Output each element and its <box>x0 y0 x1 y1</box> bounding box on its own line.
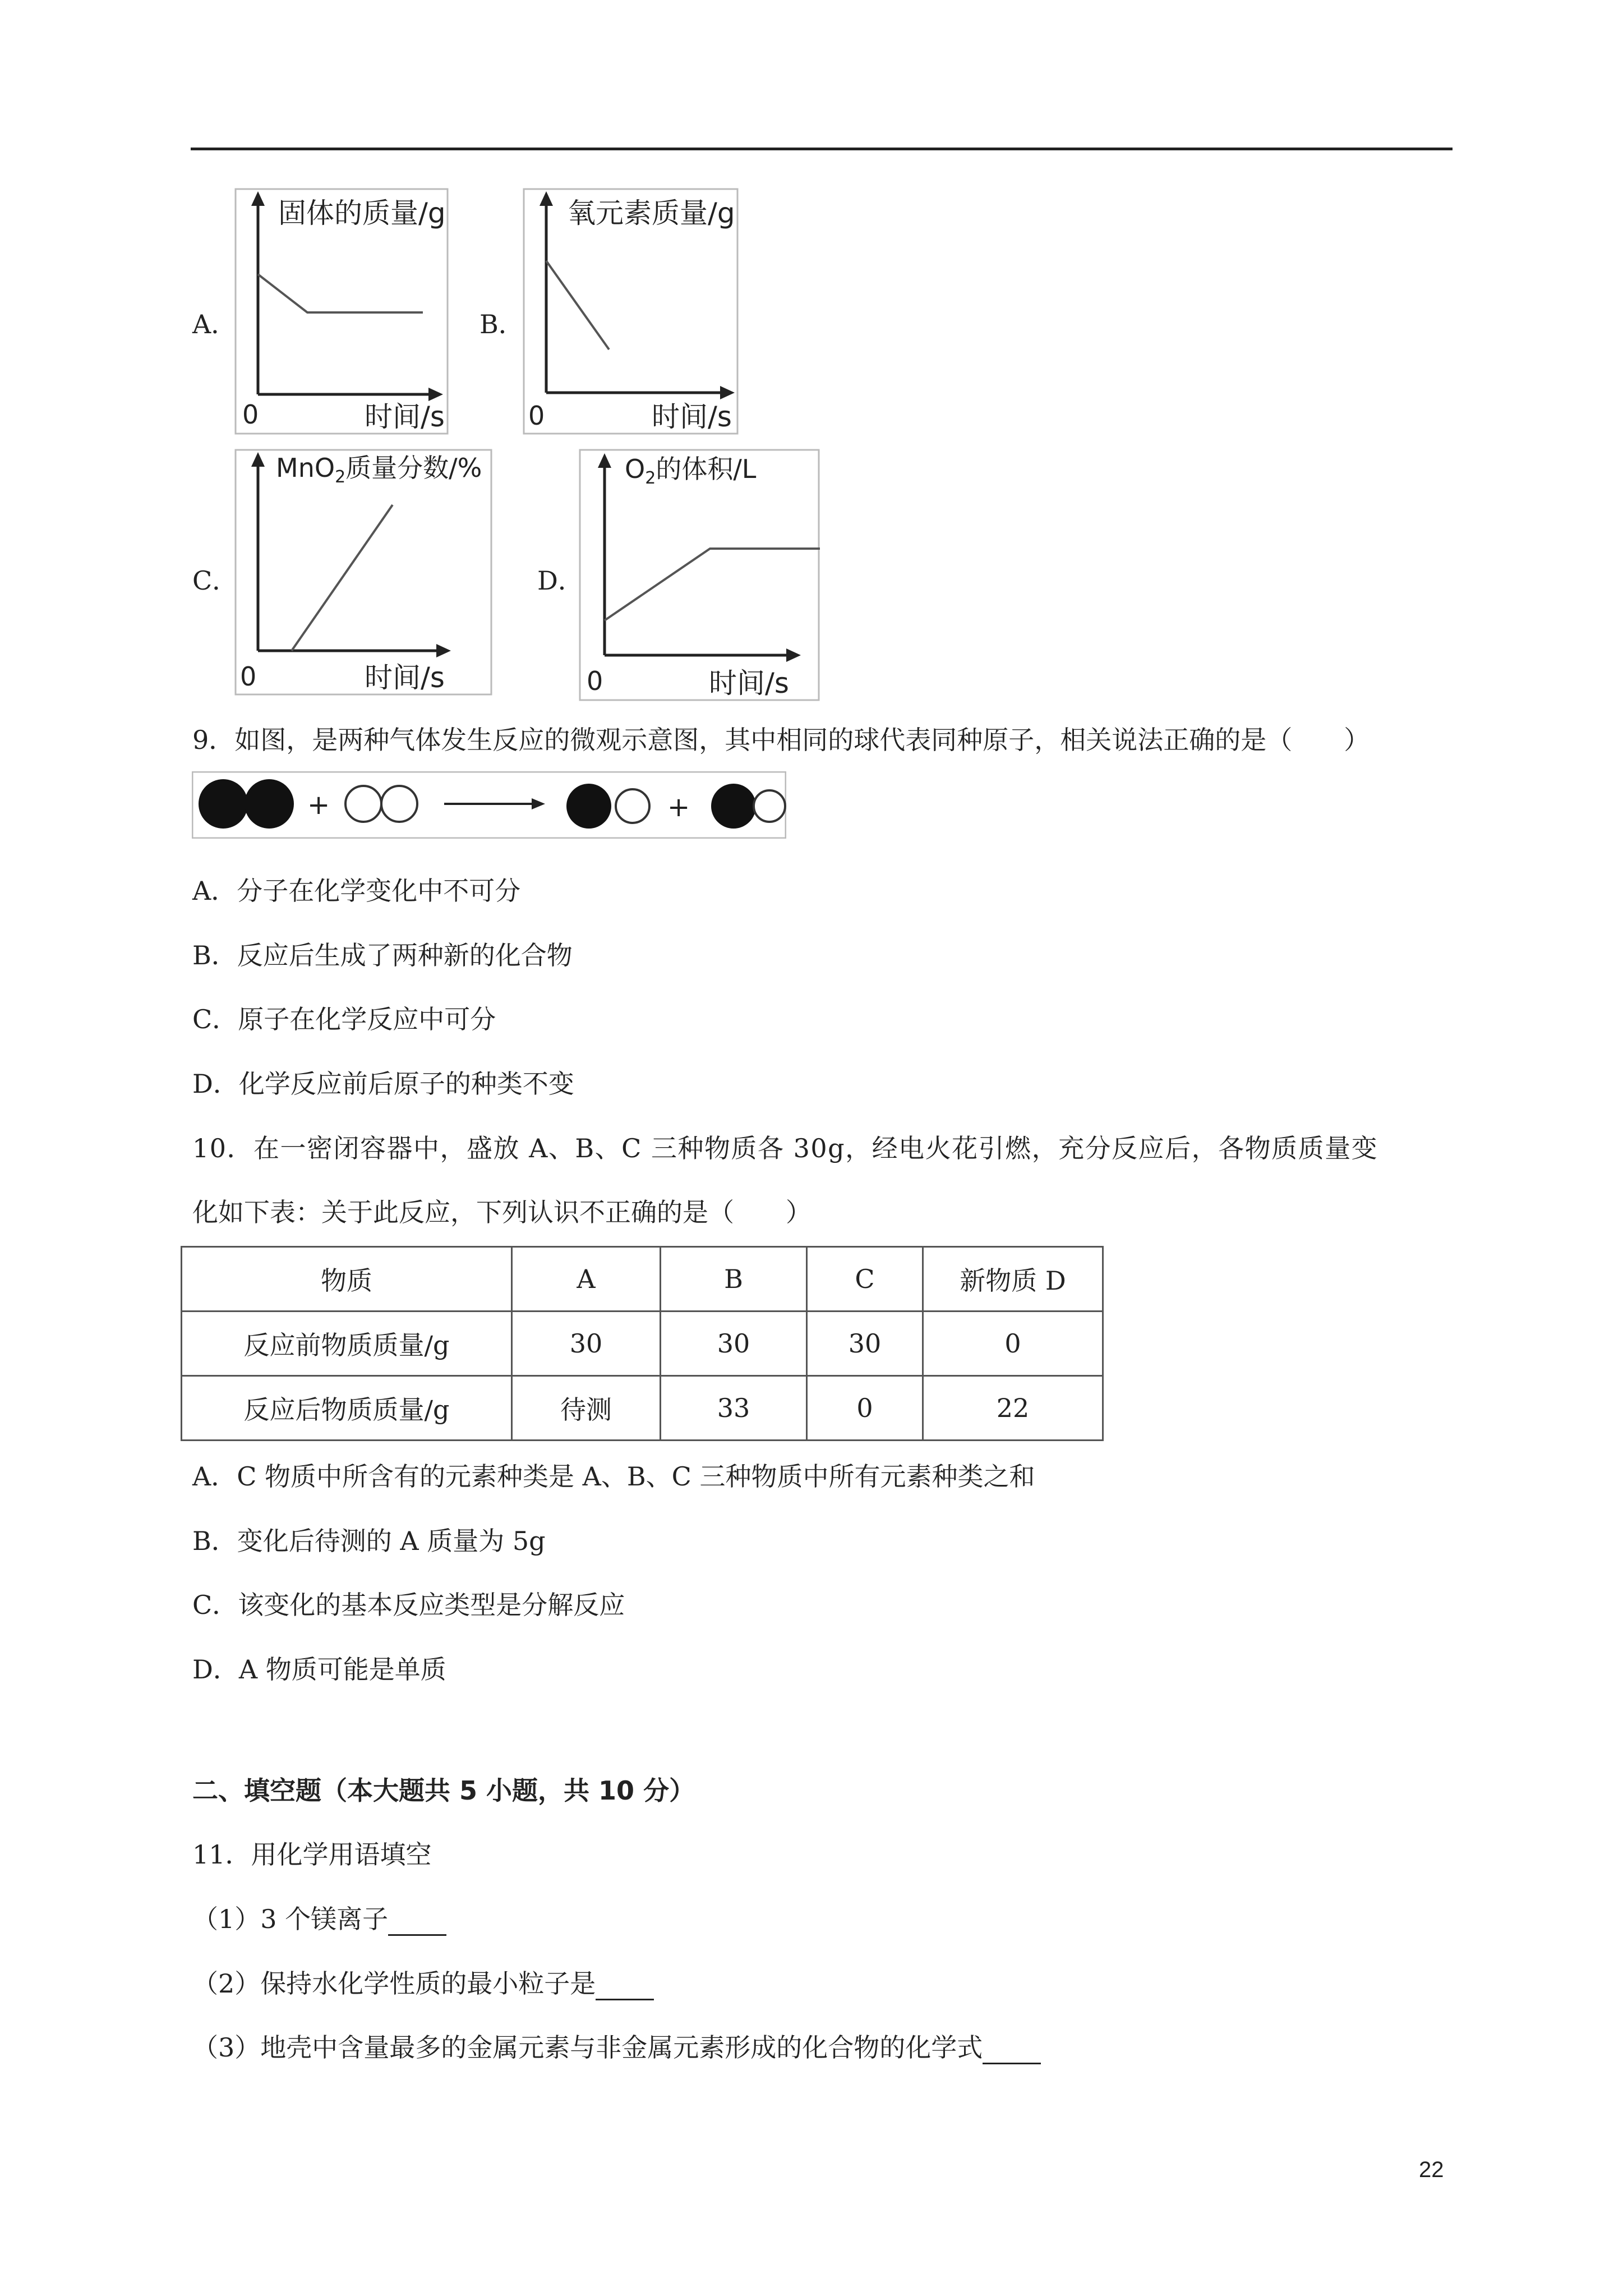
q11-stem: 11．用化学用语填空 <box>192 1839 432 1870</box>
option-a-letter: A． <box>192 309 237 339</box>
graph-c-xlabel: 时间/s <box>365 661 445 694</box>
q11-item-2 <box>192 1967 654 2000</box>
q10-option-d: D．A 物质可能是单质 <box>192 1654 446 1685</box>
graph-c <box>234 449 492 698</box>
black-atom <box>566 784 611 829</box>
section-title: 二、填空题（本大题共 5 小题，共 10 分） <box>192 1775 695 1806</box>
q11-item-1-text: （1）3 个镁离子 <box>192 1904 389 1934</box>
graph-a-ylabel: 固体的质量/g <box>278 197 446 229</box>
q10-option-c: C．该变化的基本反应类型是分解反应 <box>192 1590 625 1620</box>
table-cell: 反应前物质质量/g <box>182 1312 512 1376</box>
svg-text:O2的体积/L <box>625 454 757 488</box>
table-cell: 22 <box>923 1376 1103 1441</box>
q11-item-3 <box>192 2031 1041 2064</box>
graph-a-xlabel: 时间/s <box>365 401 445 433</box>
table-cell: 30 <box>512 1312 661 1376</box>
table-cell: 0 <box>807 1376 923 1441</box>
graph-d <box>579 449 820 703</box>
table-header-row <box>182 1247 1103 1312</box>
q10-stem-line1: 10．在一密闭容器中，盛放 A、B、C 三种物质各 30g，经电火花引燃，充分反应后，各物质质量变 <box>192 1133 1378 1163</box>
plus-sign: + <box>307 789 330 821</box>
table-cell: 33 <box>661 1376 807 1441</box>
q9-option-d: D．化学反应前后原子的种类不变 <box>192 1069 574 1099</box>
graph-d-ylabel-main: O <box>625 454 645 484</box>
table-cell: C <box>807 1247 923 1312</box>
table-cell: 反应后物质质量/g <box>182 1376 512 1441</box>
graph-d-origin: 0 <box>587 666 603 696</box>
q10-stem-line2: 化如下表：关于此反应，下列认识不正确的是（ ） <box>192 1197 811 1227</box>
table-cell: 0 <box>923 1312 1103 1376</box>
table-cell: B <box>661 1247 807 1312</box>
q11-item-1 <box>192 1902 446 1936</box>
table-cell: 物质 <box>182 1247 512 1312</box>
answer-blank[interactable] <box>596 1970 654 2000</box>
graph-a <box>234 188 449 437</box>
graph-d-ylabel-rest: 的体积/L <box>656 454 757 484</box>
black-atom <box>245 779 294 829</box>
black-atom <box>199 779 248 829</box>
graph-b-ylabel: 氧元素质量/g <box>568 197 735 229</box>
black-atom <box>711 784 756 829</box>
q10-table <box>181 1246 1104 1441</box>
table-cell: 30 <box>807 1312 923 1376</box>
option-b-letter: B． <box>479 309 524 339</box>
graph-d-ylabel-sub: 2 <box>645 468 656 488</box>
reaction-diagram <box>192 771 786 841</box>
q10-option-a: A．C 物质中所含有的元素种类是 A、B、C 三种物质中所有元素种类之和 <box>192 1461 1035 1492</box>
answer-blank[interactable] <box>388 1905 446 1936</box>
table-cell: 30 <box>661 1312 807 1376</box>
graph-c-origin: 0 <box>240 661 257 692</box>
graph-b-xlabel: 时间/s <box>652 401 732 433</box>
graph-c-ylabel-main: MnO <box>276 453 335 483</box>
table-cell: 待测 <box>512 1376 661 1441</box>
white-atom <box>345 786 381 822</box>
white-atom <box>381 786 417 822</box>
table-cell: 新物质 D <box>923 1247 1103 1312</box>
q11-item-3-text: （3）地壳中含量最多的金属元素与非金属元素形成的化合物的化学式 <box>192 2032 983 2063</box>
white-atom <box>754 790 785 822</box>
table-row <box>182 1376 1103 1441</box>
svg-text:MnO2质量分数/% <box>276 453 482 487</box>
white-atom <box>616 789 649 823</box>
q10-option-b: B．变化后待测的 A 质量为 5g <box>192 1526 546 1556</box>
table-row <box>182 1312 1103 1376</box>
q9-option-a: A．分子在化学变化中不可分 <box>192 876 521 906</box>
option-c-letter: C． <box>192 565 238 596</box>
graph-c-ylabel-sub: 2 <box>335 467 346 487</box>
plus-sign: + <box>667 792 690 823</box>
q9-option-b: B．反应后生成了两种新的化合物 <box>192 940 573 970</box>
graph-a-origin: 0 <box>242 399 259 430</box>
graph-d-xlabel: 时间/s <box>709 667 789 700</box>
q11-item-2-text: （2）保持水化学性质的最小粒子是 <box>192 1968 596 1999</box>
q9-option-c: C．原子在化学反应中可分 <box>192 1004 496 1034</box>
graph-b <box>523 188 739 437</box>
q9-stem: 9．如图，是两种气体发生反应的微观示意图，其中相同的球代表同种原子，相关说法正确的是（ ） <box>192 725 1370 755</box>
graph-b-origin: 0 <box>528 401 545 431</box>
table-cell: A <box>512 1247 661 1312</box>
header-rule <box>191 148 1453 150</box>
option-d-letter: D． <box>537 565 584 596</box>
page-number: 22 <box>1419 2157 1444 2182</box>
answer-blank[interactable] <box>983 2033 1041 2064</box>
graph-c-ylabel-rest: 质量分数/% <box>345 453 482 483</box>
